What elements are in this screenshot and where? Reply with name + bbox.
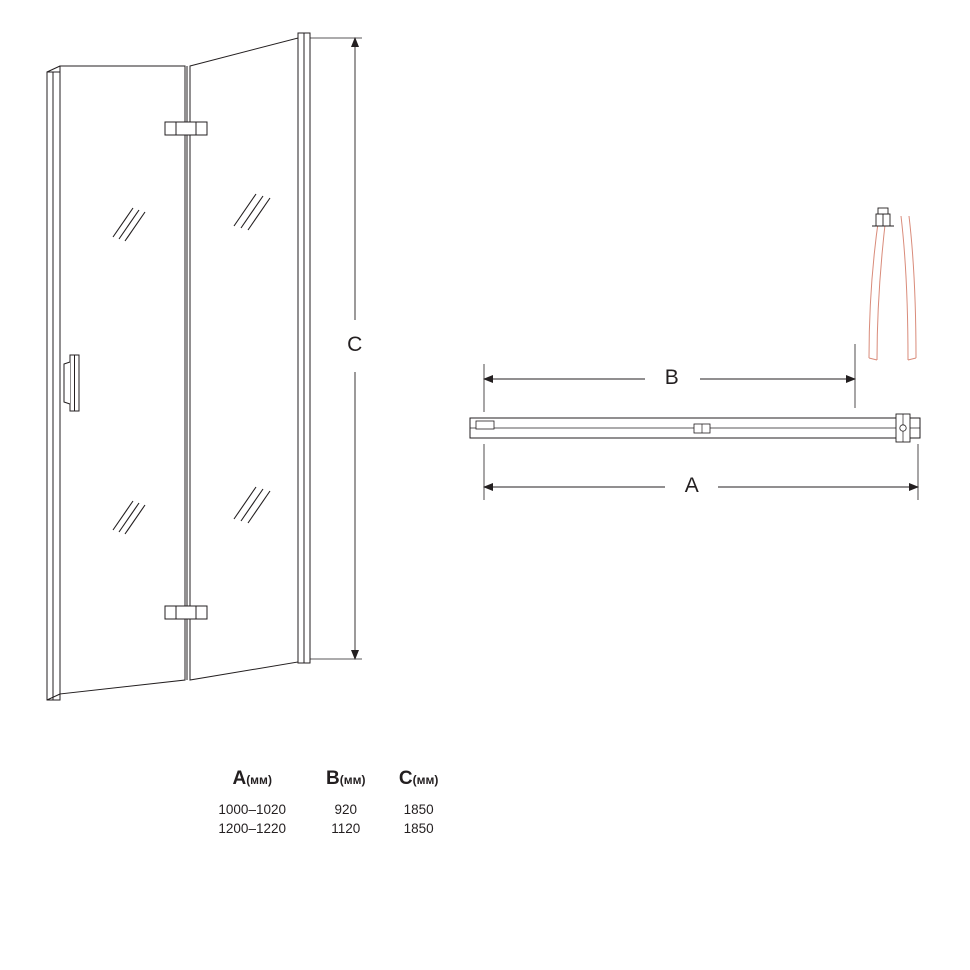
column-header-a: A(мм) (232, 768, 272, 789)
dimension-label-c: C (347, 333, 363, 356)
table-row (195, 800, 455, 819)
table-row (195, 819, 455, 838)
column-header-c: C(мм) (398, 768, 439, 789)
column-header-b: B(мм) (326, 768, 366, 789)
cell-a: 1000–1020 (218, 802, 286, 817)
cell-a: 1200–1220 (218, 821, 286, 836)
swing-panel-head (872, 208, 894, 226)
swing-open-position (869, 216, 916, 360)
dimension-label-a: A (684, 474, 700, 497)
dimension-table (195, 768, 455, 838)
plan-center-hinge (694, 424, 710, 433)
bottom-hinge (165, 606, 207, 619)
dimension-label-b: B (664, 366, 680, 389)
right-post-profile (298, 33, 310, 663)
cell-c: 1850 (403, 821, 434, 836)
cell-c: 1850 (403, 802, 434, 817)
table-header-row (195, 768, 455, 800)
plan-left-profile (476, 421, 494, 429)
cell-b: 1120 (331, 821, 361, 836)
left-wall-profile (47, 66, 60, 700)
front-elevation-group (47, 33, 362, 700)
plan-right-pivot (896, 414, 910, 442)
door-handle (64, 355, 79, 411)
top-hinge (165, 122, 207, 135)
top-plan-group (470, 208, 920, 500)
cell-b: 920 (334, 802, 358, 817)
dimension-a (484, 444, 918, 500)
